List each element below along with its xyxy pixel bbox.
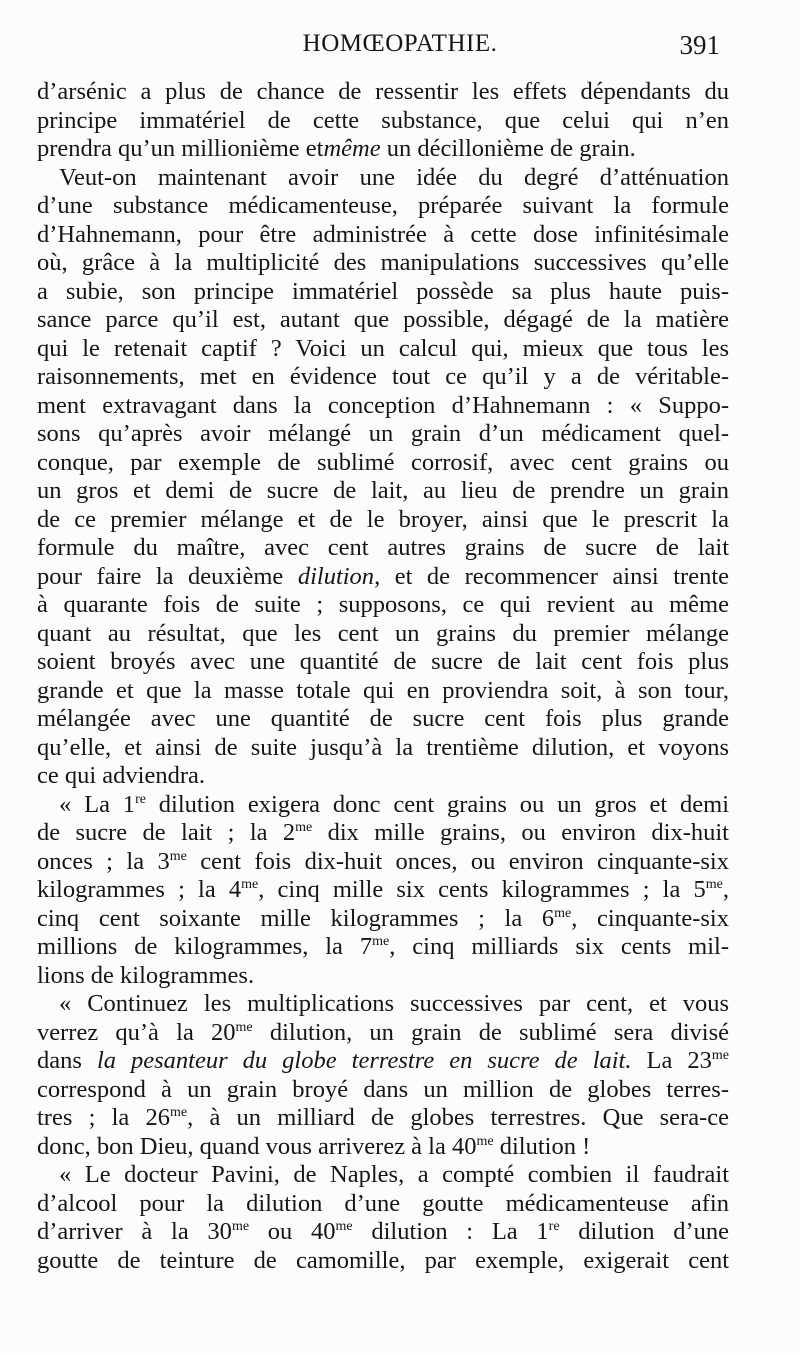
text-line	[37, 819, 729, 848]
superscript: me	[335, 1219, 353, 1234]
text-run: de sucre de lait ; la 2	[37, 819, 296, 846]
superscript: me	[235, 1019, 253, 1035]
text-line	[37, 278, 729, 307]
text-run: mélangée avec une quantité de sucre cent fois plus grande	[37, 705, 729, 732]
text-line	[37, 1218, 729, 1247]
text-run: , cinq milliards six cents mil-	[389, 933, 729, 960]
text-line	[37, 477, 729, 506]
text-line	[37, 249, 729, 278]
text-run: dilution : La 1	[352, 1218, 549, 1245]
text-run: ce qui adviendra.	[37, 762, 206, 789]
text-run: , à un milliard de globes terrestres. Que sera-ce	[187, 1104, 729, 1131]
text-run: dilution !	[493, 1132, 591, 1160]
page-number: 391	[679, 30, 720, 60]
text-line	[37, 420, 729, 449]
text-run: conque, par exemple de sublimé corrosif, avec cent grains ou	[37, 448, 729, 476]
superscript: me	[554, 905, 572, 921]
running-head: HOMŒOPATHIE.	[302, 30, 498, 57]
superscript: re	[548, 1219, 560, 1234]
text-run: lions de kilogrammes.	[37, 961, 255, 989]
superscript: re	[135, 791, 146, 807]
italic-text: dilution	[297, 562, 375, 590]
text-line	[37, 107, 729, 136]
text-run: ment extravagant dans la conception d’Hahnemann : « Suppo-	[37, 391, 729, 419]
text-run: dix mille grains, ou environ dix-huit	[312, 819, 729, 846]
body-text	[37, 78, 729, 1275]
text-run: « La 1	[59, 790, 136, 818]
text-line	[37, 306, 729, 335]
text-run: quant au résultat, que les cent un grains du premier mélange	[37, 619, 729, 647]
text-run: dilution exigera donc cent grains ou un gros et demi	[145, 790, 729, 818]
text-line	[37, 78, 729, 107]
text-line	[37, 620, 729, 649]
text-line	[37, 192, 729, 221]
text-line	[37, 506, 729, 535]
text-line	[37, 1047, 729, 1076]
text-line	[37, 392, 729, 421]
text-run: ,	[722, 876, 729, 903]
text-run: , et de recommencer ainsi trente	[374, 562, 729, 590]
text-run: où, grâce à la multiplicité des manipulations successives qu’elle	[37, 249, 729, 276]
superscript: me	[231, 1219, 250, 1234]
text-run: d’Hahnemann, pour être administrée à cette dose infinitésimale	[37, 220, 729, 248]
text-run: « Continuez les multiplications successives par cent, et vous	[59, 990, 729, 1017]
text-run: prendra qu’un millionième et	[37, 135, 324, 162]
text-run: « Le docteur Pavini, de Naples, a compté combien il faudrait	[59, 1161, 729, 1188]
text-line	[37, 335, 729, 364]
superscript: me	[476, 1133, 494, 1149]
text-run: donc, bon Dieu, quand vous arriverez à la 40	[37, 1132, 477, 1160]
text-run: sance parce qu’il est, autant que possible, dégagé de la matière	[37, 306, 729, 333]
text-run: qu’elle, et ainsi de suite jusqu’à la trentième dilution, et voyons	[37, 733, 729, 761]
text-run: tres ; la 26	[37, 1104, 170, 1131]
text-run: , cinquante-six	[571, 904, 729, 932]
text-line	[37, 1076, 729, 1105]
text-line	[37, 648, 729, 677]
text-line	[37, 591, 729, 620]
text-run: soient broyés avec une quantité de sucre de lait cent fois plus	[37, 648, 729, 675]
text-run: ou 40	[249, 1218, 336, 1245]
superscript: me	[372, 934, 390, 949]
text-run: qui le retenait captif ? Voici un calcul qui, mieux que tous les	[37, 334, 729, 362]
text-run: millions de kilogrammes, la 7	[37, 933, 373, 960]
text-line	[37, 876, 729, 905]
text-line	[37, 449, 729, 478]
text-line	[37, 1019, 729, 1048]
text-run: La 23	[631, 1047, 712, 1074]
page-header	[0, 30, 800, 62]
superscript: me	[705, 877, 723, 892]
text-run: , cinq mille six cents kilogrammes ; la 5	[258, 876, 706, 903]
text-run: onces ; la 3	[37, 847, 170, 875]
text-run: goutte de teinture de camomille, par exemple, exigerait cent	[37, 1246, 729, 1274]
superscript: me	[711, 1048, 729, 1063]
text-run: d’alcool pour la dilution d’une goutte médicamenteuse afin	[37, 1189, 729, 1217]
text-run: grande et que la masse totale qui en proviendra soit, à son tour,	[37, 676, 729, 704]
text-run: dilution, un grain de sublimé sera divisé	[252, 1018, 729, 1046]
superscript: me	[170, 1105, 188, 1120]
text-run: dilution d’une	[559, 1218, 729, 1245]
text-line	[37, 762, 729, 791]
italic-text: la pesanteur du globe terrestre en sucre de lait.	[96, 1047, 632, 1074]
text-line	[37, 363, 729, 392]
text-line	[37, 734, 729, 763]
text-run: un décillonième de grain.	[380, 135, 636, 162]
text-line	[37, 848, 729, 877]
text-run: à quarante fois de suite ; supposons, ce qui revient au même	[37, 591, 729, 618]
text-run: cinq cent soixante mille kilogrammes ; la 6	[37, 904, 555, 932]
text-line	[37, 534, 729, 563]
text-line	[37, 563, 729, 592]
text-run: dans	[37, 1047, 97, 1074]
text-run: d’arriver à la 30	[37, 1218, 232, 1245]
superscript: me	[295, 820, 313, 835]
text-run: a subie, son principe immatériel possède sa plus haute puis-	[37, 277, 729, 305]
text-line	[37, 1133, 729, 1162]
superscript: me	[169, 848, 187, 864]
text-line	[37, 1247, 729, 1276]
text-line	[37, 990, 729, 1019]
text-run: pour faire la deuxième	[37, 562, 298, 590]
text-line	[37, 791, 729, 820]
text-line	[37, 164, 729, 193]
text-run: de ce premier mélange et de le broyer, ainsi que le prescrit la	[37, 505, 729, 533]
text-line	[37, 1190, 729, 1219]
superscript: me	[241, 877, 259, 892]
text-line	[37, 705, 729, 734]
text-run: d’arsénic a plus de chance de ressentir les effets dépendants du	[37, 78, 729, 105]
text-run: un gros et demi de sucre de lait, au lieu de prendre un grain	[37, 477, 729, 504]
text-line	[37, 135, 729, 164]
text-line	[37, 1104, 729, 1133]
text-run: raisonnements, met en évidence tout ce qu’il y a de véritable-	[37, 363, 729, 390]
text-run: sons qu’après avoir mélangé un grain d’un médicament quel-	[37, 420, 729, 447]
text-run: kilogrammes ; la 4	[37, 876, 242, 903]
text-run: principe immatériel de cette substance, que celui qui n’en	[37, 106, 729, 134]
text-line	[37, 221, 729, 250]
text-run: d’une substance médicamenteuse, préparée suivant la formule	[37, 192, 729, 219]
text-line	[37, 905, 729, 934]
text-line	[37, 962, 729, 991]
italic-text: même	[323, 135, 381, 162]
text-run: Veut-on maintenant avoir une idée du degré d’atténuation	[59, 163, 729, 191]
text-run: formule du maître, avec cent autres grains de sucre de lait	[37, 534, 729, 561]
text-line	[37, 933, 729, 962]
text-run: cent fois dix-huit onces, ou environ cinquante-six	[186, 847, 729, 875]
text-run: correspond à un grain broyé dans un million de globes terres-	[37, 1075, 729, 1103]
text-line	[37, 1161, 729, 1190]
text-run: verrez qu’à la 20	[37, 1018, 236, 1046]
text-line	[37, 677, 729, 706]
